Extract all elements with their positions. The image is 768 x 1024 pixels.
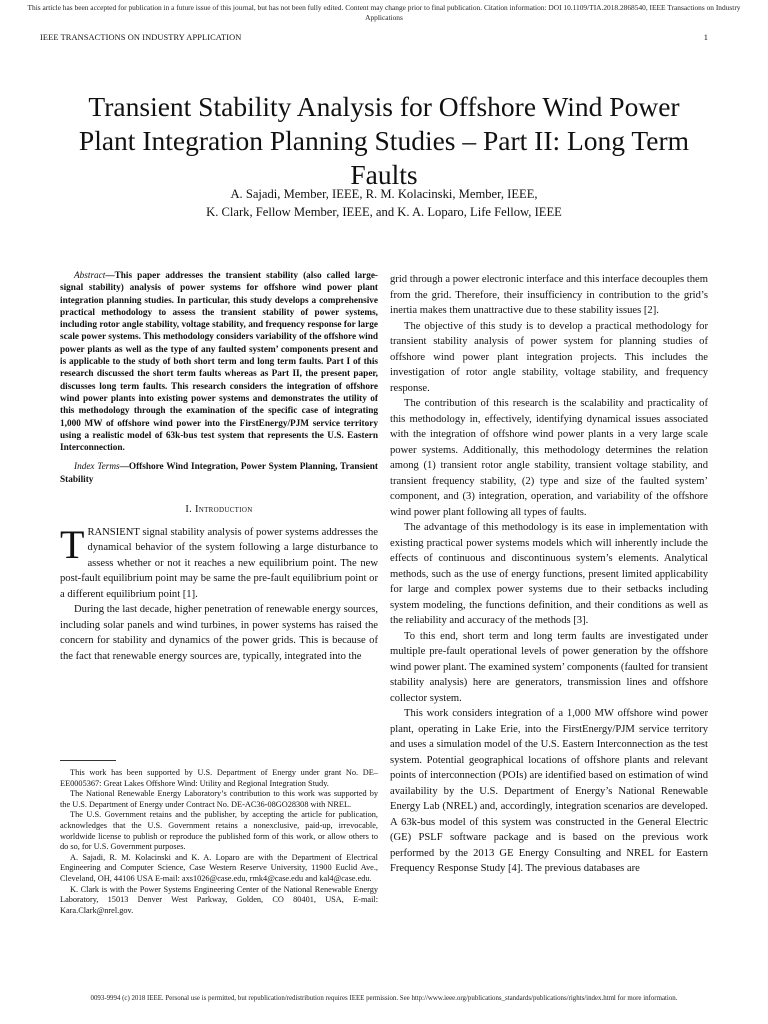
- intro-paragraph-2: During the last decade, higher penetration of renewable energy sources, including solar panels and wind turbines, in power systems has raised the concern for stability and dynamics of the power grids. This is because of the fact that renewable energy sources are, typically, integrated into the: [60, 604, 378, 662]
- intro-paragraph-1-text: RANSIENT signal stability analysis of power systems addresses the dynamical behavior of the system following a large disturbance to assess whether or not it reaches a new equilibrium point. The new post-fault equilibrium point may be same the pre-fault equilibrium point or a different equilibrium point [1].: [60, 526, 378, 600]
- footnote-rule: [60, 760, 116, 761]
- body-paragraph: The contribution of this research is the scalability and practicality of this methodology in, effectively, identifying dynamical issues associated with the integration of offshore wind power plants in a very large scale power systems. Additionally, this methodology determines the relation among (1) transient rotor angle stability, transient voltage stability, and transient frequency stability, (2) type and size of the faulted system’ component, and (3) integration, operation, and variability of the offshore wind power plant following all types of faults.: [390, 398, 708, 518]
- body-paragraph: grid through a power electronic interface and this interface decouples them from the grid. Therefore, their insufficiency in contribution to the grid’s inertia makes them unattractive due to these stability issues [2].: [390, 274, 708, 316]
- abstract: [60, 270, 378, 454]
- abstract-text: —This paper addresses the transient stability (also called large-signal stability) analysis of power systems for offshore wind power plant integration planning studies. In particular, this study develops a comprehensive practical methodology to assess the transient stability of power systems, including rotor angle stability, voltage stability, and frequency response for large scale power systems. This methodology considers variability of the offshore wind power plants as well as the type of any faulted system’ components present and is applicable to the study of both short term and long term faults. Part I of this research discussed the short term faults whereas as Part II, the present paper, discusses long term faults. This research considers the integration of offshore wind power plants into existing power systems and demonstrates the utility of this methodology through the examination of the specific case of integrating 1,000 MW of offshore wind power into the FirstEnergy/PJM service territory using a realistic model of 63k-bus test system that represents the U.S. Eastern Interconnection.: [60, 271, 378, 454]
- footnote: This work has been supported by U.S. Department of Energy under grant No. DE–EE0005367: Great Lakes Offshore Wind: Utility and Regional Integration Study.: [60, 768, 378, 788]
- intro-paragraph-1: [60, 521, 378, 603]
- index-terms: [60, 461, 378, 486]
- body-paragraph: The objective of this study is to develop a practical methodology for transient stability analysis of power system for planning studies of offshore wind power plant integration projects. This includes the investigation of rotor angle stability, voltage stability, and frequency response.: [390, 320, 708, 394]
- page-number: 1: [703, 33, 708, 42]
- right-column: [390, 272, 708, 877]
- publication-banner: This article has been accepted for publication in a future issue of this journal, but has not been fully edited. Content may change prior to final publication. Citation information: DOI 10.1109/TIA.2018.2868540, IEEE Transactions on Industry Applications: [27, 3, 741, 22]
- body-paragraph: The advantage of this methodology is its ease in implementation with existing practical power systems models which will inherently include the effects of continuous and discontinuous system’s elements. Analytical methods, such as the use of energy functions, present limited applicability for large and complex power systems due to their setbacks including system modeling, the functions definition, and their conditions as well as the reliability and accuracy of the methods [3].: [390, 522, 708, 626]
- index-terms-label: Index Terms: [74, 462, 120, 473]
- footnote: The U.S. Government retains and the publisher, by accepting the article for publication, acknowledges that the U.S. Government retains a nonexclusive, paid-up, irrevocable, worldwide license to publish or reproduce the published form of this work, or allow others to do so, for U.S. Government purposes.: [60, 810, 378, 852]
- copyright-footer: 0093-9994 (c) 2018 IEEE. Personal use is permitted, but republication/redistribution requires IEEE permission. See http://www.ieee.org/publications_standards/publications/rights/index.html for more information.: [90, 995, 678, 1002]
- journal-name: IEEE TRANSACTIONS ON INDUSTRY APPLICATION: [40, 33, 242, 42]
- index-terms-text: —Offshore Wind Integration, Power System Planning, Transient Stability: [60, 462, 378, 485]
- author-list: [60, 185, 708, 221]
- footnotes: [60, 768, 378, 916]
- section-title: Introduction: [194, 504, 253, 516]
- paper-title: Transient Stability Analysis for Offshore Wind Power Plant Integration Planning Studies – Part II: Long Term Faults: [78, 91, 690, 191]
- body-paragraph: To this end, short term and long term faults are investigated under multiple pre-fault operational levels of power generation by the offshore wind power plant. The examined system’ components (faulted for transient stability analysis) here are generators, transmission lines and offshore collector system.: [390, 630, 708, 704]
- dropcap: T: [60, 521, 85, 567]
- abstract-label: Abstract: [74, 271, 106, 281]
- section-heading-introduction: [60, 502, 378, 518]
- footnote: K. Clark is with the Power Systems Engineering Center of the National Renewable Energy Laboratory, 15013 Denver West Parkway, Golden, CO 80401, USA, E-mail: Kara.Clark@nrel.gov.: [60, 884, 378, 915]
- footnote: A. Sajadi, R. M. Kolacinski and K. A. Loparo are with the Department of Electrical Engineering and Computer Science, Case Western Reserve University, 11900 Euclid Ave., Cleveland, OH, 44106 USA E-mail: axs1026@case.edu, rmk4@case.edu and kal4@case.edu.: [60, 852, 378, 883]
- section-number: I.: [185, 504, 193, 516]
- author-line-2: K. Clark, Fellow Member, IEEE, and K. A. Loparo, Life Fellow, IEEE: [206, 205, 562, 219]
- footnote: The National Renewable Energy Laboratory’s contribution to this work was supported by the U.S. Department of Energy under Contract No. DE-AC36-08GO28308 with NREL.: [60, 789, 378, 809]
- body-paragraph: This work considers integration of a 1,000 MW offshore wind power plant, operating in Lake Erie, into the FirstEnergy/PJM service territory and uses a simulation model of the U.S. Eastern Interconnection as the test system. Potential geographical locations of offshore plants and relevant points of interconnection (POIs) are identified based on estimation of wind availability by the U.S. Department of Energy’s National Renewable Energy Lab (NREL) and, accordingly, integration scenarios are developed. A 63k-bus model of this system was constructed in the General Electric (GE) PSLF software package and is based on the previous work performed by the 2013 GE Energy Consulting and NREL for Eastern Frequency Response Study [4]. The previous databases are: [390, 708, 708, 874]
- author-line-1: A. Sajadi, Member, IEEE, R. M. Kolacinski, Member, IEEE,: [230, 187, 538, 201]
- left-column: [60, 270, 378, 664]
